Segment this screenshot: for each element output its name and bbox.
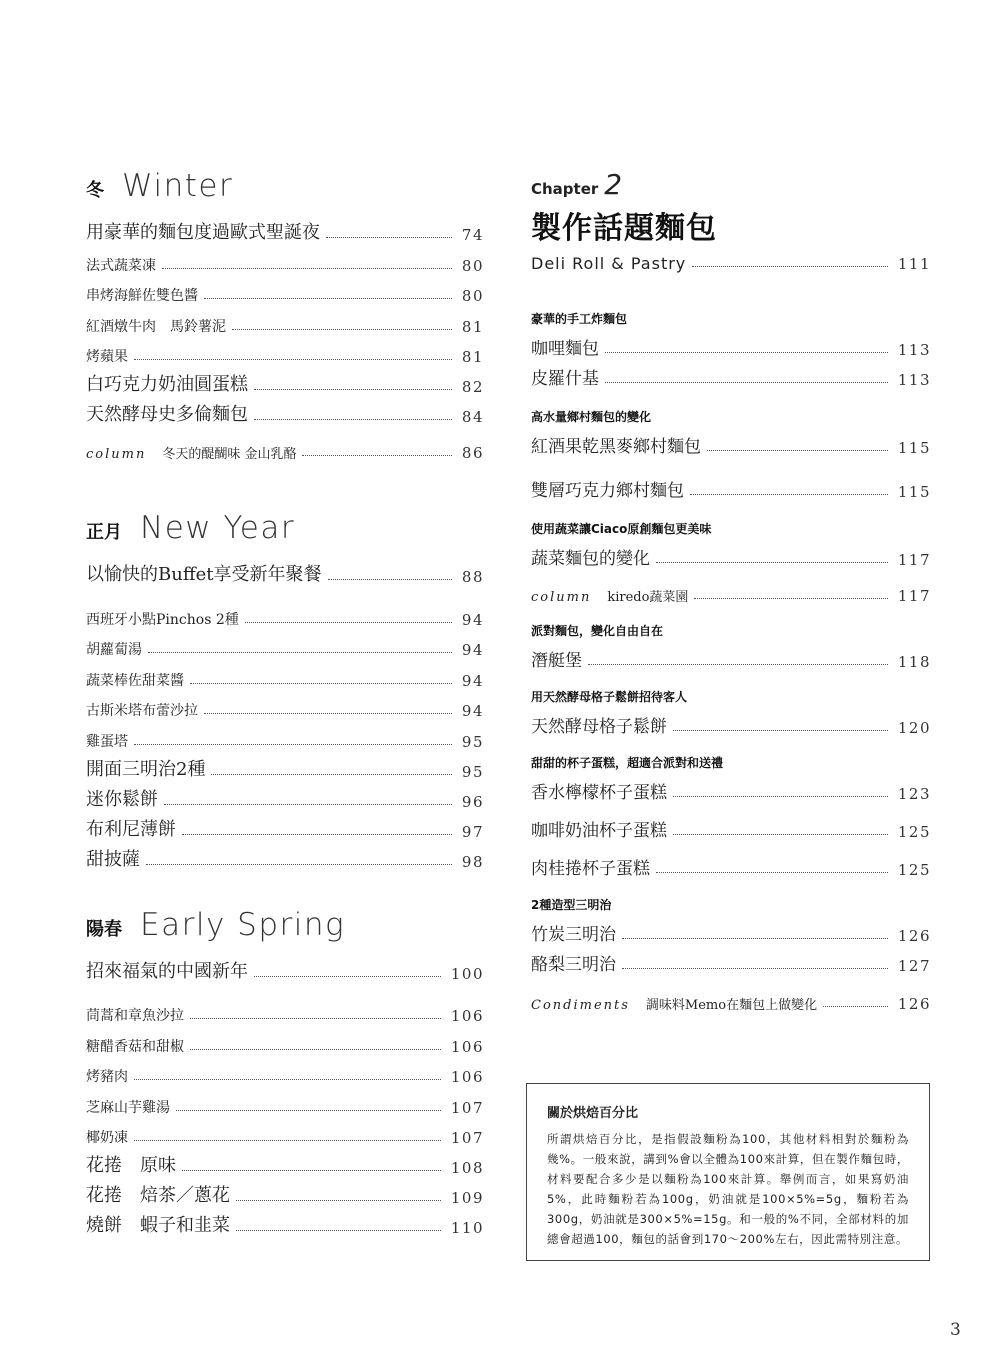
entry-page: 80 <box>461 287 484 305</box>
entry-title: 胡蘿蔔湯 <box>86 642 142 658</box>
toc-entry[interactable] <box>531 945 931 975</box>
season-heading-newyear <box>86 510 484 546</box>
entry-page: 107 <box>450 1098 484 1117</box>
toc-entry[interactable] <box>531 539 931 569</box>
leader-dots <box>694 598 887 599</box>
entry-title: 潛艇堡 <box>531 651 582 671</box>
toc-entry[interactable] <box>531 329 931 359</box>
toc-entry[interactable] <box>86 659 484 690</box>
entry-page: 127 <box>897 957 931 975</box>
leader-dots <box>236 1230 441 1231</box>
chapter-number: 2 <box>604 168 623 201</box>
entry-page: 125 <box>897 823 931 841</box>
chapter-label <box>531 168 931 201</box>
entry-page: 94 <box>461 671 484 690</box>
toc-entry[interactable] <box>86 556 484 586</box>
leader-dots <box>190 683 452 684</box>
entry-title: 冬天的醍醐味 金山乳酪 <box>162 447 297 462</box>
leader-dots <box>622 968 888 969</box>
toc-entry[interactable] <box>86 1025 484 1056</box>
entry-page: 98 <box>461 852 484 871</box>
entry-page: 94 <box>461 702 484 720</box>
chapter-subtitle: Deli Roll & Pastry <box>531 254 687 273</box>
entry-page: 113 <box>897 341 931 359</box>
toc-entry[interactable] <box>86 720 484 751</box>
entry-page: 113 <box>897 371 931 389</box>
entry-page: 120 <box>897 719 931 737</box>
entry-page: 117 <box>897 551 931 569</box>
toc-entry[interactable] <box>86 781 484 811</box>
toc-entry-subtitle[interactable] <box>531 247 931 273</box>
entry-page: 100 <box>450 964 484 983</box>
group-heading: 用天然酵母格子鬆餅招待客人 <box>531 690 688 704</box>
column-label: Condiments <box>531 998 630 1013</box>
entry-title: 串烤海鮮佐雙色醬 <box>86 288 198 304</box>
leader-dots <box>656 562 888 563</box>
leader-dots <box>254 389 452 390</box>
chapter-title: 製作話題麵包 <box>531 211 717 246</box>
entry-page: 88 <box>461 568 484 586</box>
entry-page: 118 <box>897 653 931 671</box>
group-heading: 甜甜的杯子蛋糕，超適合派對和送禮 <box>531 756 724 770</box>
toc-entry[interactable] <box>86 336 484 367</box>
entry-title: 烤蘋果 <box>86 349 128 365</box>
leader-dots <box>690 494 888 495</box>
entry-title: 糖醋香菇和甜椒 <box>86 1038 184 1055</box>
group-heading: 高水量鄉村麵包的變化 <box>531 410 652 424</box>
toc-entry[interactable] <box>531 811 931 841</box>
entry-page: 106 <box>450 1068 484 1086</box>
leader-dots <box>673 796 888 797</box>
entry-page: 94 <box>461 641 484 659</box>
entry-title: 蔬菜麵包的變化 <box>531 549 650 569</box>
toc-entry[interactable] <box>531 773 931 803</box>
entry-page: 95 <box>461 732 484 751</box>
entry-title: 竹炭三明治 <box>531 925 616 945</box>
leader-dots <box>134 1079 441 1080</box>
entry-title: 芝麻山芋雞湯 <box>86 1099 170 1116</box>
chapter-word: Chapter <box>531 180 599 198</box>
entry-page: 109 <box>450 1189 484 1207</box>
entry-title: 招來福氣的中國新年 <box>86 960 248 982</box>
entry-title: 肉桂捲杯子蛋糕 <box>531 859 650 879</box>
season-en: Winter <box>122 168 234 204</box>
toc-entry-column[interactable] <box>531 575 931 605</box>
entry-page: 107 <box>450 1129 484 1147</box>
toc-entry[interactable] <box>86 1147 484 1177</box>
entry-page: 86 <box>461 444 484 462</box>
toc-entry[interactable] <box>531 359 931 389</box>
entry-page: 80 <box>461 256 484 275</box>
entry-title: 甜披薩 <box>86 848 140 870</box>
leader-dots <box>605 352 888 353</box>
leader-dots <box>190 1049 441 1050</box>
leader-dots <box>245 622 452 623</box>
group-heading: 2種造型三明治 <box>531 898 612 912</box>
entry-title: 紅酒果乾黑麥鄉村麵包 <box>531 437 701 457</box>
entry-title: 茼蒿和章魚沙拉 <box>86 1008 184 1024</box>
entry-title: 燒餅 蝦子和韭菜 <box>86 1215 230 1236</box>
leader-dots <box>204 298 452 299</box>
entry-title: kiredo蔬菜園 <box>607 590 689 605</box>
entry-title: 古斯米塔布蕾沙拉 <box>86 703 198 719</box>
toc-entry[interactable] <box>86 953 484 983</box>
season-heading-spring <box>86 907 484 943</box>
leader-dots <box>692 266 888 267</box>
leader-dots <box>326 237 452 238</box>
entry-title: 雙層巧克力鄉村麵包 <box>531 481 684 501</box>
info-body: 所謂烘焙百分比，是指假設麵粉為100，其他材料相對於麵粉為幾%。一般來說，講到%會以全體為100來計算，但在製作麵包時，材料要配合多少是以麵粉為100來計算。舉例而言，如果寫奶油5%，此時麵粉若為100g，奶油就是100×5%=5g，麵粉若為300g，奶油就是300×5%=15g。和一般的%不同，全部材料的加總會超過100，麵包的話會到170～200%左右，因此需特別注意。 <box>547 1132 909 1246</box>
entry-page: 111 <box>897 255 931 273</box>
toc-entry-column[interactable] <box>86 432 484 462</box>
entry-title: 迷你鬆餅 <box>86 788 158 810</box>
leader-dots <box>148 652 452 653</box>
entry-title: 花捲 焙茶／蔥花 <box>86 1185 230 1206</box>
toc-entry[interactable] <box>86 1056 484 1087</box>
entry-title: 天然酵母格子鬆餅 <box>531 717 667 737</box>
info-box-baking-percentage <box>526 1083 930 1261</box>
entry-page: 84 <box>461 408 484 426</box>
entry-page: 125 <box>897 861 931 879</box>
entry-page: 94 <box>461 610 484 629</box>
toc-entry[interactable] <box>86 995 484 1026</box>
leader-dots <box>182 1170 441 1171</box>
entry-page: 106 <box>450 1007 484 1025</box>
leader-dots <box>707 450 888 451</box>
leader-dots <box>302 455 451 456</box>
toc-entry[interactable] <box>86 275 484 306</box>
entry-title: 調味料Memo在麵包上做變化 <box>645 998 818 1013</box>
entry-title: 蔬菜棒佐甜菜醬 <box>86 672 184 689</box>
leader-dots <box>211 774 451 775</box>
toc-entry[interactable] <box>86 1207 484 1237</box>
leader-dots <box>182 834 452 835</box>
leader-dots <box>823 1006 888 1007</box>
toc-entry[interactable] <box>531 915 931 945</box>
entry-title: 雞蛋塔 <box>86 733 128 750</box>
entry-page: 96 <box>461 792 484 811</box>
entry-page: 74 <box>461 226 484 244</box>
leader-dots <box>164 804 452 805</box>
entry-title: 紅酒燉牛肉 馬鈴薯泥 <box>86 318 226 335</box>
toc-entry-condiments[interactable] <box>531 983 931 1013</box>
entry-title: 香水檸檬杯子蛋糕 <box>531 783 667 803</box>
season-heading-winter <box>86 168 484 204</box>
column-label: column <box>531 590 592 605</box>
left-column <box>86 168 484 1237</box>
season-en: Early Spring <box>140 906 346 943</box>
toc-entry[interactable] <box>86 1086 484 1117</box>
leader-dots <box>328 579 452 580</box>
leader-dots <box>254 976 441 977</box>
toc-entry[interactable] <box>86 629 484 660</box>
leader-dots <box>622 938 888 939</box>
leader-dots <box>236 1200 441 1201</box>
leader-dots <box>134 1140 441 1141</box>
entry-page: 82 <box>461 378 484 396</box>
group-heading: 豪華的手工炸麵包 <box>531 312 628 326</box>
season-en: New Year <box>140 510 296 546</box>
toc-entry[interactable] <box>86 396 484 426</box>
toc-entry[interactable] <box>86 214 484 244</box>
season-zh: 正月 <box>86 522 122 543</box>
entry-title: 法式蔬菜凍 <box>86 257 156 274</box>
leader-dots <box>162 268 452 269</box>
toc-entry[interactable] <box>86 841 484 871</box>
entry-title: 椰奶凍 <box>86 1130 128 1146</box>
leader-dots <box>232 329 452 330</box>
entry-title: 用豪華的麵包度過歐式聖誕夜 <box>86 222 320 243</box>
leader-dots <box>176 1110 441 1111</box>
entry-title: 烤豬肉 <box>86 1069 128 1085</box>
entry-title: 開面三明治2種 <box>86 758 206 780</box>
leader-dots <box>146 864 452 865</box>
entry-title: 西班牙小點Pinchos 2種 <box>86 611 239 628</box>
right-column <box>531 168 931 1013</box>
toc-entry[interactable] <box>86 598 484 629</box>
entry-page: 106 <box>450 1037 484 1056</box>
leader-dots <box>656 872 888 873</box>
toc-entry[interactable] <box>86 811 484 841</box>
entry-page: 108 <box>450 1159 484 1177</box>
toc-entry[interactable] <box>86 690 484 721</box>
entry-title: 白巧克力奶油圓蛋糕 <box>86 374 248 395</box>
entry-title: 咖啡奶油杯子蛋糕 <box>531 821 667 841</box>
entry-page: 126 <box>897 995 931 1013</box>
toc-entry[interactable] <box>86 305 484 336</box>
season-zh: 冬 <box>86 180 104 201</box>
leader-dots <box>673 834 888 835</box>
entry-page: 126 <box>897 927 931 945</box>
entry-page: 81 <box>461 348 484 366</box>
toc-entry[interactable] <box>86 751 484 781</box>
entry-page: 97 <box>461 822 484 841</box>
leader-dots <box>605 382 888 383</box>
entry-title: 酪梨三明治 <box>531 955 616 975</box>
leader-dots <box>588 664 888 665</box>
page-number: 3 <box>950 1320 961 1340</box>
leader-dots <box>134 744 452 745</box>
group-heading: 派對麵包，變化自由自在 <box>531 624 664 638</box>
entry-title: 天然酵母史多倫麵包 <box>86 404 248 425</box>
toc-entry[interactable] <box>531 641 931 671</box>
group-heading: 使用蔬菜讓Ciaco原創麵包更美味 <box>531 522 712 536</box>
entry-title: 皮羅什基 <box>531 369 599 389</box>
entry-page: 115 <box>897 439 931 457</box>
toc-entry[interactable] <box>531 849 931 879</box>
entry-page: 95 <box>461 762 484 781</box>
entry-page: 115 <box>897 483 931 501</box>
toc-entry[interactable] <box>86 1177 484 1207</box>
season-zh: 陽春 <box>86 918 122 940</box>
entry-page: 110 <box>450 1219 484 1237</box>
entry-title: 以愉快的Buffet享受新年聚餐 <box>86 564 322 585</box>
entry-page: 81 <box>461 317 484 336</box>
toc-entry[interactable] <box>531 471 931 501</box>
toc-entry[interactable] <box>531 427 931 457</box>
toc-entry[interactable] <box>86 1117 484 1148</box>
leader-dots <box>134 359 452 360</box>
toc-entry[interactable] <box>531 707 931 737</box>
column-label: column <box>86 447 147 462</box>
leader-dots <box>190 1018 441 1019</box>
leader-dots <box>204 713 452 714</box>
entry-title: 咖哩麵包 <box>531 339 599 359</box>
info-title: 關於烘焙百分比 <box>547 1106 639 1121</box>
entry-title: 布利尼薄餅 <box>86 818 176 840</box>
entry-page: 117 <box>897 587 931 605</box>
toc-entry[interactable] <box>86 244 484 275</box>
toc-entry[interactable] <box>86 366 484 396</box>
entry-title: 花捲 原味 <box>86 1155 176 1176</box>
entry-page: 123 <box>897 785 931 803</box>
leader-dots <box>673 730 888 731</box>
leader-dots <box>254 419 452 420</box>
